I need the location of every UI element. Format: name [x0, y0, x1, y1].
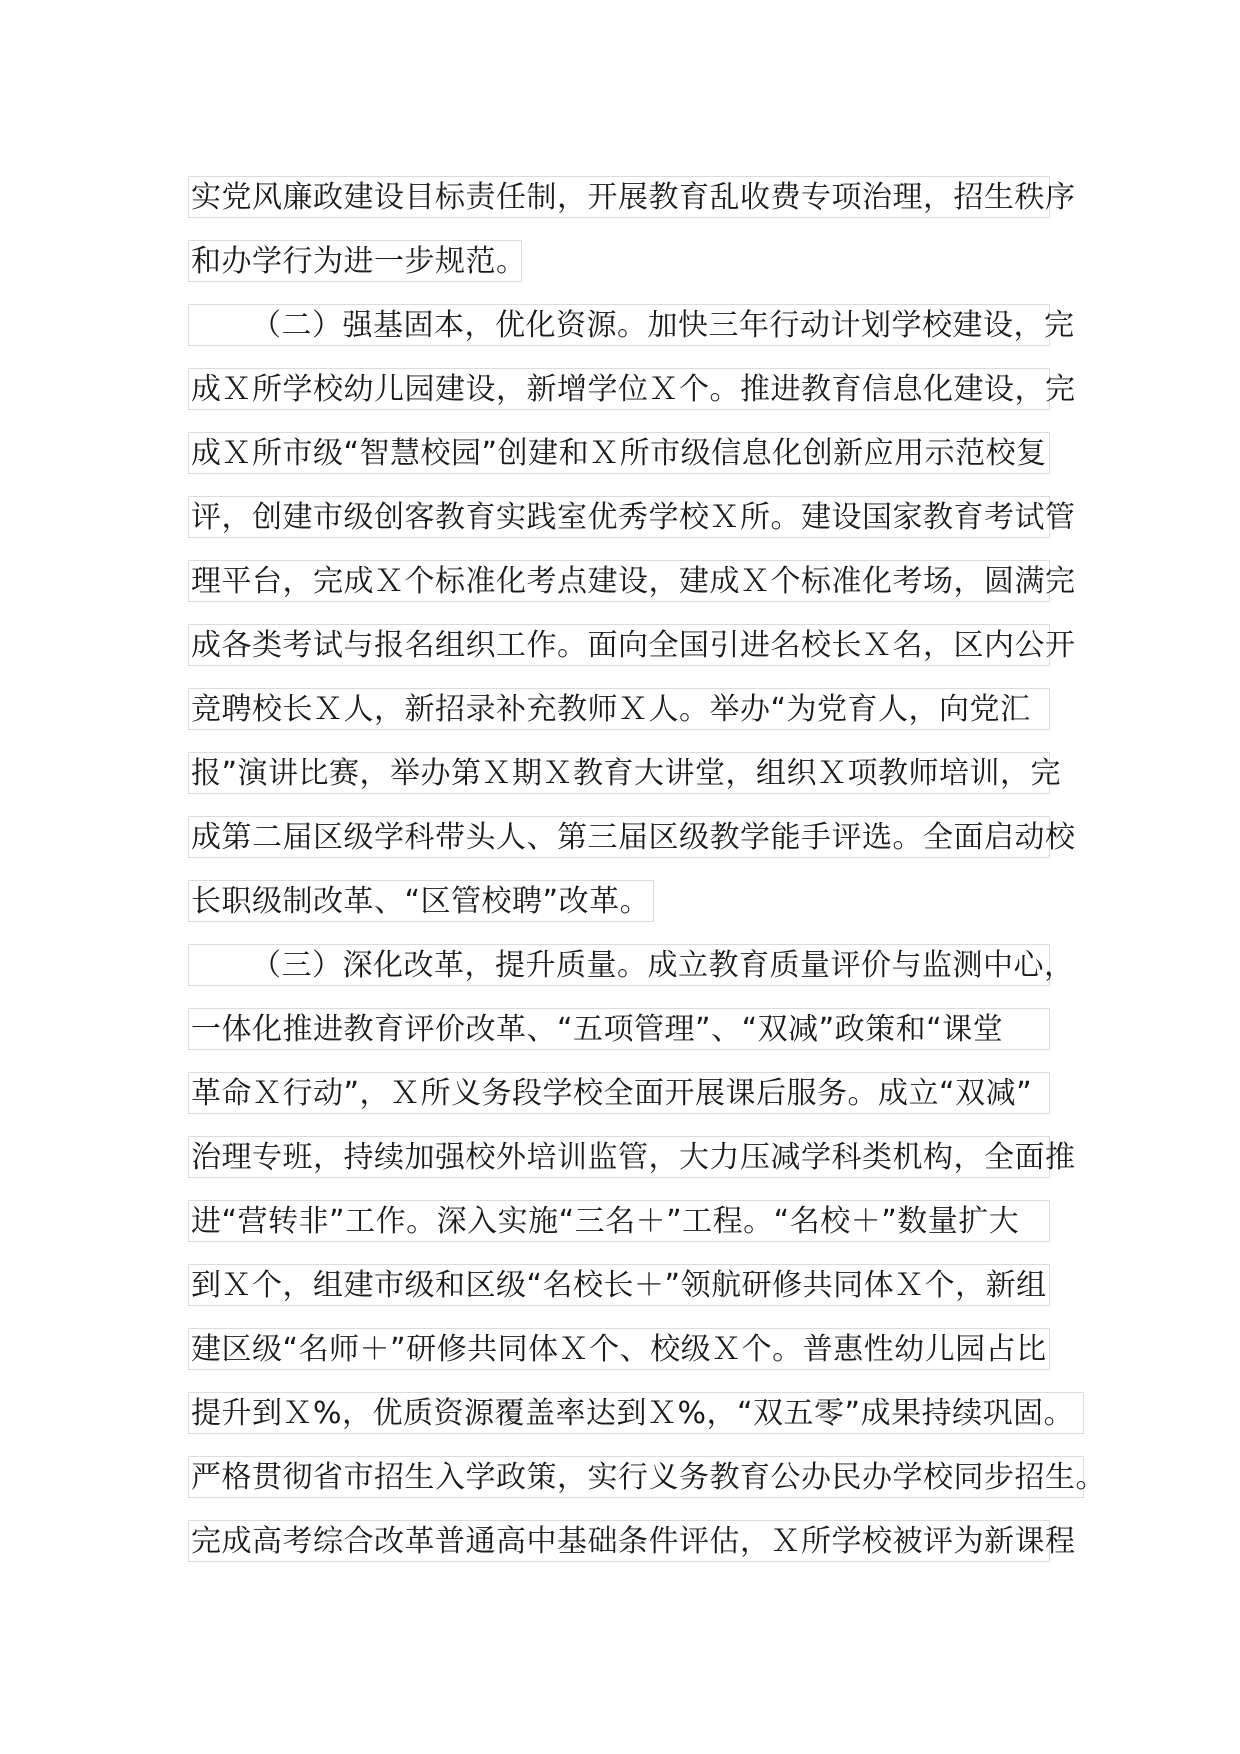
text-line: 建区级“名师＋”研修共同体Ｘ个、校级Ｘ个。普惠性幼儿园占比 — [188, 1328, 1050, 1370]
text-line: 严格贯彻省市招生入学政策，实行义务教育公办民办学校同步招生。 — [188, 1456, 1084, 1498]
text-line: 完成高考综合改革普通高中基础条件评估，Ｘ所学校被评为新课程 — [188, 1520, 1050, 1562]
paragraph-start-line: （二）强基固本，优化资源。加快三年行动计划学校建设，完 — [188, 304, 1050, 346]
text-line: 进“营转非”工作。深入实施“三名＋”工程。“名校＋”数量扩大 — [188, 1200, 1050, 1242]
text-line: 和办学行为进一步规范。 — [188, 240, 522, 282]
text-line: 长职级制改革、“区管校聘”改革。 — [188, 880, 654, 922]
text-line: 成Ｘ所市级“智慧校园”创建和Ｘ所市级信息化创新应用示范校复 — [188, 432, 1050, 474]
text-line: 理平台，完成Ｘ个标准化考点建设，建成Ｘ个标准化考场，圆满完 — [188, 560, 1050, 602]
text-line: 治理专班，持续加强校外培训监管，大力压减学科类机构，全面推 — [188, 1136, 1050, 1178]
text-line: 到Ｘ个，组建市级和区级“名校长＋”领航研修共同体Ｘ个，新组 — [188, 1264, 1050, 1306]
text-line: 革命Ｘ行动”，Ｘ所义务段学校全面开展课后服务。成立“双减” — [188, 1072, 1050, 1114]
text-line: 评，创建市级创客教育实践室优秀学校Ｘ所。建设国家教育考试管 — [188, 496, 1050, 538]
text-line: 成第二届区级学科带头人、第三届区级教学能手评选。全面启动校 — [188, 816, 1050, 858]
text-line: 提升到Ｘ%，优质资源覆盖率达到Ｘ%，“双五零”成果持续巩固。 — [188, 1392, 1084, 1434]
paragraph-start-line: （三）深化改革，提升质量。成立教育质量评价与监测中心， — [188, 944, 1050, 986]
text-line: 报”演讲比赛，举办第Ｘ期Ｘ教育大讲堂，组织Ｘ项教师培训，完 — [188, 752, 1050, 794]
text-line: 成Ｘ所学校幼儿园建设，新增学位Ｘ个。推进教育信息化建设，完 — [188, 368, 1050, 410]
text-line: 竞聘校长Ｘ人，新招录补充教师Ｘ人。举办“为党育人，向党汇 — [188, 688, 1050, 730]
text-line: 实党风廉政建设目标责任制，开展教育乱收费专项治理，招生秩序 — [188, 176, 1050, 218]
text-line: 成各类考试与报名组织工作。面向全国引进名校长Ｘ名，区内公开 — [188, 624, 1050, 666]
text-line: 一体化推进教育评价改革、“五项管理”、“双减”政策和“课堂 — [188, 1008, 1050, 1050]
